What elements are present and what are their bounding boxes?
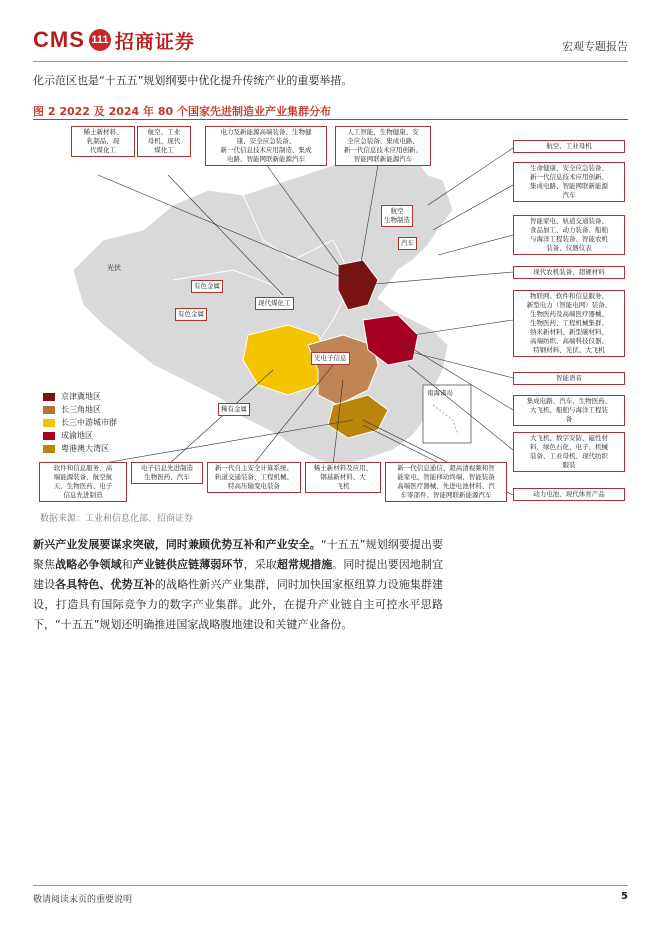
top-box-2: 航空、工业 母机、现代 煤化工 bbox=[137, 126, 191, 157]
bottom-box-5: 新一代信息通信、超高清视频和智 能家电、智能移动终端、智能装备 高端医疗器械、先进电池材料、汽 车零部件、智能网联新能源汽车 bbox=[385, 462, 507, 502]
footer-divider bbox=[33, 885, 628, 886]
body-bold-4: 超常规措施 bbox=[276, 558, 333, 571]
right-box-8: 大飞机、数字安防、磁性材 料、绿色石化、电子、机械 装备、工业母机、现代纺织 服装 bbox=[513, 432, 625, 472]
bottom-box-4: 稀土新材料及应用、 钢基新材料、大 飞机 bbox=[305, 462, 381, 493]
body-text-2: 和 bbox=[121, 558, 133, 571]
legend-item bbox=[43, 390, 117, 403]
body-bold-5: 各具特色、优势互补 bbox=[55, 578, 155, 591]
legend-swatch bbox=[43, 419, 55, 427]
top-box-3: 电力及新能源高端装备、生物健 康、安全应急装备、 新一代信息技术应用制造、集成 电路、智能网联新能源汽车 bbox=[205, 126, 327, 166]
logo-cn-text: 招商证券 bbox=[114, 30, 195, 53]
legend-item bbox=[43, 429, 117, 442]
map-label-nanhai: 南海诸岛 bbox=[427, 389, 453, 397]
right-box-3: 智能家电、轨道交通装备、 食品加工、动力装备、船舶 与海洋工程装备、智能农机 装备、仪器仪表 bbox=[513, 215, 625, 255]
header-divider bbox=[33, 61, 628, 62]
map-label-youse2: 有色金属 bbox=[175, 308, 207, 321]
figure-source: 数据来源：工业和信息化部、招商证券 bbox=[40, 514, 194, 524]
legend-label: 成渝地区 bbox=[61, 431, 93, 440]
logo-coin-icon: 111 bbox=[89, 29, 111, 51]
map-label-meihua: 现代煤化工 bbox=[255, 297, 294, 310]
legend-item bbox=[43, 403, 117, 416]
right-box-1: 航空、工业母机 bbox=[513, 140, 625, 153]
legend-label: 长三角地区 bbox=[61, 405, 101, 414]
bottom-box-1: 软件和信息服务、高 端能源装备、航空航 天、生物医药、电子 信息先进制造 bbox=[39, 462, 127, 502]
body-paragraph bbox=[33, 535, 443, 635]
body-text-4: 。同时提出要因地制宜建设 bbox=[33, 558, 444, 591]
bottom-box-3: 新一代自主安全计算系统、 轨道交通装备、工程机械、 特高压输变电装备 bbox=[207, 462, 301, 493]
legend-swatch bbox=[43, 406, 55, 414]
map-label-hangkong: 航空 生物制造 bbox=[381, 205, 413, 227]
figure-title: 图 2 2022 及 2024 年 80 个国家先进制造业产业集群分布 bbox=[33, 105, 331, 118]
legend-item bbox=[43, 442, 117, 455]
company-logo bbox=[33, 26, 195, 54]
body-bold-2: 战略必争领域 bbox=[55, 558, 122, 571]
bottom-box-2: 电子信息先进制造 生物医药、汽车 bbox=[131, 462, 203, 484]
map-label-youse1: 有色金属 bbox=[191, 280, 223, 293]
map-label-dianzi: 光电子信息 bbox=[311, 352, 350, 365]
legend-label: 京津冀地区 bbox=[61, 392, 101, 401]
logo-cms-text: CMS bbox=[33, 27, 85, 52]
body-text-5: 的战略性新兴产业集群，同时加快国家枢纽算力设施集群建设，打造具有国际竞争力的数字产业集群。此外，在提升产业链自主可控水平思路下，“十五五”规划还明确推进国家战略腹地建设和关键产业备份。 bbox=[33, 578, 444, 631]
legend-swatch bbox=[43, 393, 55, 401]
map-legend bbox=[43, 390, 117, 455]
cluster-map-figure bbox=[33, 120, 628, 508]
body-bold-1: 新兴产业发展要谋求突破，同时兼顾优势互补和产业安全。 bbox=[33, 538, 321, 551]
top-box-4: 人工智能、生物健康、安 全应急装备、集成电路、 新一代信息技术应用创新、 智能网联新能源汽车 bbox=[335, 126, 431, 166]
body-text-1: “十五五”规划纲要提出要聚焦 bbox=[33, 538, 443, 571]
body-text-3: ，采取 bbox=[243, 558, 277, 571]
legend-item bbox=[43, 416, 117, 429]
top-box-1: 稀土新材料、 乳制品、现 代煤化工 bbox=[71, 126, 135, 157]
right-box-6: 智能语音 bbox=[513, 372, 625, 385]
map-label-qiche: 汽车 bbox=[398, 237, 417, 250]
legend-swatch bbox=[43, 445, 55, 453]
legend-swatch bbox=[43, 432, 55, 440]
footer-disclaimer: 敬请阅读末页的重要说明 bbox=[33, 895, 133, 905]
report-type: 宏观专题报告 bbox=[562, 40, 628, 53]
right-box-4: 现代农机装备、超硬材料 bbox=[513, 266, 625, 279]
right-box-7: 集成电路、汽车、生物医药、 大飞机、船舶与海洋工程装 备 bbox=[513, 395, 625, 426]
right-box-5: 物联网、软件和信息服务、 新型电力（智能电网）装备、 生物医药及高端医疗器械、 生物医药、工程机械集群、 纳米新材料、新型碳材料、 高端纺织、高端科技仪器、 特钢材料、光伏、大飞机 bbox=[513, 290, 625, 357]
page-number: 5 bbox=[621, 891, 628, 902]
legend-label: 长三中游城市群 bbox=[61, 418, 117, 427]
right-box-2: 生命健康、安全应急装备、 新一代信息技术应用创新、 集成电路、智能网联新能源 汽车 bbox=[513, 162, 625, 202]
body-bold-3: 产业链供应链薄弱环节 bbox=[132, 558, 244, 571]
map-label-guangfu: 光伏 bbox=[107, 264, 121, 272]
legend-label: 粤港澳大湾区 bbox=[61, 444, 109, 453]
intro-paragraph: 化示范区也是“十五五”规划纲要中优化提升传统产业的重要举措。 bbox=[33, 74, 353, 87]
right-box-9: 动力电池、现代体育产品 bbox=[513, 488, 625, 501]
map-label-youse3: 稀有金属 bbox=[218, 403, 250, 416]
